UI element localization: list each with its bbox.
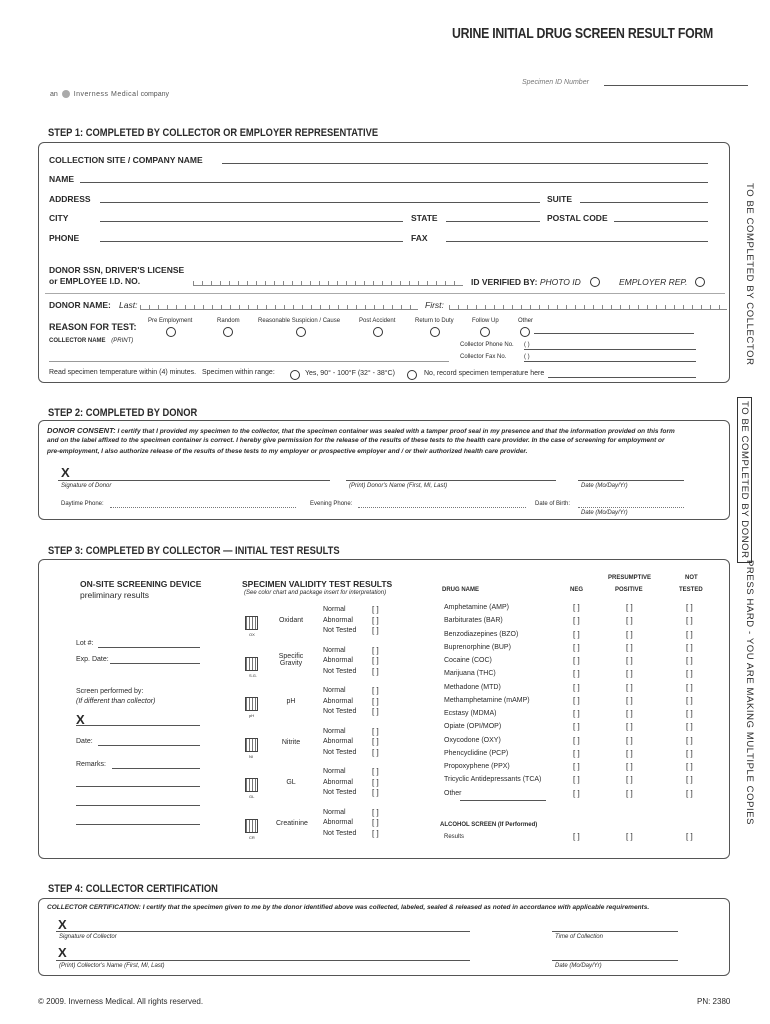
- validity-option-label: Normal: [323, 768, 346, 775]
- validity-option-checkbox[interactable]: [ ]: [372, 666, 379, 676]
- lot-field[interactable]: [98, 647, 200, 648]
- exp-date-field[interactable]: [110, 663, 200, 664]
- drug-positive-checkbox[interactable]: [ ]: [626, 629, 633, 639]
- screen-date-field[interactable]: [98, 745, 200, 746]
- consent-line-1: [47, 426, 675, 435]
- validity-option-label: Not Tested: [323, 667, 357, 675]
- suite-field[interactable]: [580, 202, 708, 203]
- validity-option-label: Not Tested: [323, 708, 357, 715]
- collection-time-field[interactable]: [552, 931, 678, 932]
- drug-not-tested-checkbox[interactable]: [ ]: [686, 656, 693, 665]
- step4-heading: STEP 4: COLLECTOR CERTIFICATION: [48, 883, 218, 895]
- drug-not-tested-checkbox[interactable]: [ ]: [686, 788, 693, 798]
- consent-label: DONOR CONSENT:: [47, 426, 116, 435]
- photo-id-radio[interactable]: [590, 277, 600, 287]
- reason-random-radio[interactable]: [223, 327, 233, 337]
- collector-print-text: (PRINT): [111, 338, 134, 344]
- drug-not-tested-checkbox[interactable]: [ ]: [686, 762, 693, 771]
- step3-heading: STEP 3: COMPLETED BY COLLECTOR — INITIAL TEST RESULTS: [48, 545, 340, 557]
- validity-test-pad-icon: [245, 616, 258, 630]
- specimen-id-field[interactable]: [604, 85, 748, 86]
- validity-option-checkbox[interactable]: [ ]: [372, 737, 379, 746]
- validity-test-pad-icon: [245, 778, 258, 792]
- drug-neg-checkbox[interactable]: [ ]: [573, 775, 580, 785]
- drug-positive-checkbox[interactable]: [ ]: [626, 603, 633, 612]
- validity-test-pad-icon: [245, 697, 258, 711]
- employer-rep-text: EMPLOYER REP.: [619, 277, 688, 287]
- drug-positive-checkbox[interactable]: [ ]: [626, 642, 633, 652]
- reason-follow-up: Follow Up: [472, 318, 499, 324]
- drug-name: Amphetamine (AMP): [444, 604, 509, 611]
- validity-option-checkbox[interactable]: [ ]: [372, 788, 379, 797]
- drug-name: Tricyclic Antidepressants (TCA): [444, 776, 542, 784]
- collector-name-text: COLLECTOR NAME: [49, 338, 106, 344]
- validity-option-checkbox[interactable]: [ ]: [372, 807, 379, 817]
- collector-name-field[interactable]: [49, 361, 449, 362]
- donor-signature-x: X: [61, 465, 70, 480]
- drug-not-tested-checkbox[interactable]: [ ]: [686, 722, 693, 732]
- dob-field[interactable]: [578, 507, 684, 508]
- drug-positive-checkbox[interactable]: [ ]: [626, 775, 633, 785]
- drug-neg-checkbox[interactable]: [ ]: [573, 762, 580, 771]
- validity-test-code: S.G.: [249, 672, 258, 678]
- remarks-field-3[interactable]: [76, 805, 200, 806]
- step1-box: [38, 142, 730, 383]
- validity-option-label: Normal: [323, 606, 346, 613]
- certification-date-label: Date (Mo/Day/Yr): [555, 963, 602, 969]
- drug-name: Buprenorphine (BUP): [444, 643, 511, 651]
- alcohol-title: ALCOHOL SCREEN (If Performed): [440, 822, 538, 828]
- not-tested-header-2: TESTED: [679, 587, 703, 593]
- dob-date-label: Date (Mo/Day/Yr): [581, 510, 628, 516]
- drug-name: Marijuana (THC): [444, 670, 496, 678]
- step2-side-label: TO BE COMPLETED BY DONOR: [737, 397, 752, 563]
- collector-phone-label: Collector Phone No.: [460, 342, 514, 348]
- drug-not-tested-checkbox[interactable]: [ ]: [686, 603, 693, 612]
- validity-option-label: Normal: [323, 687, 346, 694]
- collector-fax-paren: ( ): [524, 354, 530, 360]
- validity-option-label: Abnormal: [323, 616, 353, 624]
- collector-signature-label: Signature of Collector: [59, 934, 117, 940]
- temperature-range-label: Specimen within range:: [202, 369, 275, 376]
- validity-test-name: Oxidant: [278, 617, 304, 624]
- reason-other-field[interactable]: [534, 333, 694, 334]
- drug-not-tested-checkbox[interactable]: [ ]: [686, 629, 693, 639]
- drug-not-tested-checkbox[interactable]: [ ]: [686, 682, 693, 692]
- drug-neg-checkbox[interactable]: [ ]: [573, 709, 580, 718]
- validity-test-name: pH: [286, 698, 296, 705]
- name-field[interactable]: [80, 182, 708, 183]
- drug-not-tested-checkbox[interactable]: [ ]: [686, 616, 693, 626]
- drug-positive-checkbox[interactable]: [ ]: [626, 735, 633, 745]
- evening-phone-field[interactable]: [358, 507, 526, 508]
- temperature-yes-label: Yes, 90° - 100°F (32° - 38°C): [305, 370, 395, 377]
- validity-test-name: Nitrite: [281, 738, 301, 746]
- donor-first-label: First:: [425, 300, 444, 310]
- validity-option-label: Normal: [323, 727, 346, 735]
- validity-option-label: Abnormal: [323, 819, 353, 826]
- dob-label: Date of Birth:: [535, 501, 571, 507]
- screener-signature-field[interactable]: [76, 725, 200, 726]
- drug-name: Oxycodone (OXY): [444, 736, 501, 744]
- collector-signature-x: X: [58, 917, 67, 932]
- alcohol-positive-box[interactable]: [ ]: [626, 832, 633, 841]
- drug-neg-checkbox[interactable]: [ ]: [573, 616, 580, 626]
- step1-side-label: TO BE COMPLETED BY COLLECTOR: [744, 183, 755, 366]
- drug-not-tested-checkbox[interactable]: [ ]: [686, 642, 693, 652]
- drug-not-tested-checkbox[interactable]: [ ]: [686, 695, 693, 705]
- city-field[interactable]: [100, 221, 403, 222]
- drug-name: Opiate (OPI/MOP): [444, 723, 502, 731]
- donor-ssn-field[interactable]: [193, 278, 463, 286]
- daytime-phone-label: Daytime Phone:: [61, 501, 104, 507]
- step2-box: [38, 420, 730, 520]
- drug-not-tested-checkbox[interactable]: [ ]: [686, 775, 693, 785]
- donor-ssn-label-1: DONOR SSN, DRIVER'S LICENSE: [49, 265, 185, 275]
- validity-option-label: Abnormal: [323, 738, 353, 745]
- validity-option-checkbox[interactable]: [ ]: [372, 626, 379, 635]
- remarks-label: Remarks:: [76, 761, 106, 768]
- reason-post-accident: Post Accident: [359, 318, 396, 324]
- id-verified-text: ID VERIFIED BY:: [471, 277, 538, 287]
- reason-post-accident-radio[interactable]: [373, 327, 383, 337]
- drug-positive-checkbox[interactable]: [ ]: [626, 656, 633, 665]
- validity-test-code: OX: [249, 632, 255, 637]
- validity-option-label: Not Tested: [323, 627, 357, 634]
- neg-header: NEG: [570, 587, 584, 593]
- drug-neg-checkbox[interactable]: [ ]: [573, 788, 580, 798]
- collector-print-name-label: (Print) Collector's Name (First, MI, Last): [59, 963, 165, 969]
- logo-name: Inverness Medical: [73, 90, 139, 98]
- donor-last-name-field[interactable]: [140, 302, 418, 310]
- drug-positive-checkbox[interactable]: [ ]: [626, 748, 633, 758]
- screener-signature-x: X: [76, 712, 85, 727]
- validity-option-checkbox[interactable]: [ ]: [372, 828, 379, 838]
- certification-label: COLLECTOR CERTIFICATION:: [47, 904, 141, 911]
- step1-heading: STEP 1: COMPLETED BY COLLECTOR OR EMPLOYER REPRESENTATIVE: [48, 127, 379, 139]
- drug-neg-checkbox[interactable]: [ ]: [573, 695, 580, 705]
- drug-name: Propoxyphene (PPX): [444, 763, 510, 770]
- reason-suspicion: Reasonable Suspicion / Cause: [258, 318, 341, 324]
- donor-last-label: Last:: [119, 300, 138, 310]
- state-field[interactable]: [446, 221, 540, 222]
- temperature-yes-radio[interactable]: [290, 370, 300, 380]
- validity-option-checkbox[interactable]: [ ]: [372, 818, 379, 827]
- collection-time-label: Time of Collection: [555, 934, 603, 940]
- drug-name: Methamphetamine (mAMP): [444, 696, 530, 704]
- form-title: URINE INITIAL DRUG SCREEN RESULT FORM: [452, 25, 714, 42]
- collector-name-label: [49, 338, 133, 344]
- collector-signature-field[interactable]: [56, 931, 470, 932]
- drug-neg-checkbox[interactable]: [ ]: [573, 735, 580, 745]
- temperature-instruction: Read specimen temperature within (4) minutes.: [49, 369, 197, 376]
- reason-return-duty: Return to Duty: [415, 318, 454, 324]
- donor-signature-label: Signature of Donor: [61, 483, 112, 489]
- presumptive-header-2: POSITIVE: [615, 587, 643, 593]
- suite-label: SUITE: [547, 194, 573, 204]
- id-verified-label: [471, 277, 581, 287]
- drug-positive-checkbox[interactable]: [ ]: [626, 722, 633, 732]
- drug-positive-checkbox[interactable]: [ ]: [626, 788, 633, 798]
- validity-option-checkbox[interactable]: [ ]: [372, 726, 379, 736]
- device-title: ON-SITE SCREENING DEVICE: [80, 579, 202, 589]
- screen-performed-sub: (If different than collector): [76, 698, 156, 705]
- collector-phone-paren: ( ): [524, 342, 530, 348]
- collector-fax-field[interactable]: [524, 361, 696, 362]
- drug-name: Barbiturates (BAR): [444, 617, 503, 625]
- drug-not-tested-checkbox[interactable]: [ ]: [686, 735, 693, 745]
- drug-neg-checkbox[interactable]: [ ]: [573, 603, 580, 612]
- donor-signature-field[interactable]: [58, 480, 330, 481]
- donor-first-name-field[interactable]: [449, 302, 727, 310]
- validity-option-checkbox[interactable]: [ ]: [372, 605, 379, 614]
- drug-neg-checkbox[interactable]: [ ]: [573, 748, 580, 758]
- validity-option-checkbox[interactable]: [ ]: [372, 767, 379, 776]
- employer-rep-radio[interactable]: [695, 277, 705, 287]
- fax-label: FAX: [411, 233, 428, 243]
- logo-suffix: company: [140, 90, 169, 98]
- drug-not-tested-checkbox[interactable]: [ ]: [686, 709, 693, 718]
- drug-positive-checkbox[interactable]: [ ]: [626, 695, 633, 705]
- donor-print-name-field[interactable]: [346, 480, 556, 481]
- alcohol-not-tested-box[interactable]: [ ]: [686, 832, 693, 841]
- other-drug-field[interactable]: [460, 800, 546, 801]
- drug-name: Other: [444, 789, 462, 797]
- donor-ssn-label-2: or EMPLOYEE I.D. NO.: [49, 276, 141, 286]
- validity-option-checkbox[interactable]: [ ]: [372, 615, 379, 625]
- temperature-no-label: No, record specimen temperature here: [424, 370, 545, 377]
- reason-pre-employment: Pre Employment: [148, 318, 193, 324]
- screen-date-label: Date:: [76, 738, 93, 745]
- validity-option-checkbox[interactable]: [ ]: [372, 707, 379, 716]
- collector-print-name-field[interactable]: [56, 960, 470, 961]
- consent-line-3: pre-employment, I also authorize release of the results of these tests to my employer or prospective employer and / or their authorized health care provider.: [47, 448, 528, 455]
- drug-neg-checkbox[interactable]: [ ]: [573, 629, 580, 639]
- validity-test-pad-icon: [245, 657, 258, 671]
- drug-name: Phencyclidine (PCP): [444, 749, 509, 757]
- remarks-field-4[interactable]: [76, 824, 200, 825]
- step3-side-label: PRESS HARD - YOU ARE MAKING MULTIPLE COPIES: [744, 560, 755, 826]
- donor-name-label: DONOR NAME:: [49, 300, 111, 310]
- remarks-field-1[interactable]: [112, 768, 200, 769]
- reason-other-radio[interactable]: [520, 327, 530, 337]
- postal-code-field[interactable]: [614, 221, 708, 222]
- validity-option-label: Not Tested: [323, 748, 357, 756]
- validity-test-code: pH: [249, 713, 255, 718]
- drug-name: Methadone (MTD): [444, 683, 501, 691]
- certification-text: [47, 904, 649, 911]
- drug-neg-checkbox[interactable]: [ ]: [573, 682, 580, 692]
- validity-option-label: Abnormal: [323, 657, 353, 664]
- certification-date-field[interactable]: [552, 960, 678, 961]
- validity-option-label: Abnormal: [323, 697, 353, 705]
- drug-name: Cocaine (COC): [444, 657, 492, 664]
- reason-suspicion-radio[interactable]: [296, 327, 306, 337]
- logo-prefix: an: [50, 90, 58, 98]
- validity-test-code: GL: [249, 794, 255, 799]
- validity-option-checkbox[interactable]: [ ]: [372, 645, 379, 655]
- validity-option-label: Normal: [323, 646, 346, 654]
- state-label: STATE: [411, 213, 438, 223]
- separator-line: [45, 293, 725, 294]
- fax-field[interactable]: [446, 241, 708, 242]
- postal-code-label: POSTAL CODE: [547, 213, 608, 223]
- part-number: PN: 2380: [697, 997, 731, 1006]
- drug-positive-checkbox[interactable]: [ ]: [626, 616, 633, 626]
- certification-body: I certify that the specimen given to me by the donor identified above was collected, labeled, sealed & released as noted in accordance with applicable requirements.: [142, 904, 650, 911]
- drug-neg-checkbox[interactable]: [ ]: [573, 669, 580, 679]
- presumptive-header-1: PRESUMPTIVE: [608, 575, 652, 581]
- exp-date-label: Exp. Date:: [76, 656, 109, 663]
- temperature-no-radio[interactable]: [407, 370, 417, 380]
- validity-option-checkbox[interactable]: [ ]: [372, 696, 379, 706]
- collector-fax-label: Collector Fax No.: [460, 354, 507, 360]
- validity-option-checkbox[interactable]: [ ]: [372, 777, 379, 787]
- reason-return-duty-radio[interactable]: [430, 327, 440, 337]
- drug-name: Ecstasy (MDMA): [444, 710, 497, 717]
- evening-phone-label: Evening Phone:: [310, 501, 353, 507]
- photo-id-text: PHOTO ID: [539, 277, 581, 287]
- drug-name-header: DRUG NAME: [442, 587, 479, 593]
- validity-test-name: Specific Gravity: [278, 652, 304, 667]
- device-subtitle: preliminary results: [80, 590, 149, 600]
- validity-subtitle: (See color chart and package insert for interpretation): [244, 590, 387, 596]
- logo-mark-icon: [62, 90, 70, 98]
- drug-name: Benzodiazepines (BZO): [444, 630, 519, 638]
- reason-random: Random: [217, 318, 240, 324]
- validity-option-checkbox[interactable]: [ ]: [372, 747, 379, 757]
- phone-label: PHONE: [49, 233, 80, 243]
- name-label: NAME: [49, 174, 75, 184]
- drug-neg-checkbox[interactable]: [ ]: [573, 656, 580, 665]
- validity-option-label: Normal: [323, 808, 346, 816]
- temperature-field[interactable]: [548, 377, 696, 378]
- drug-positive-checkbox[interactable]: [ ]: [626, 709, 633, 718]
- alcohol-neg-box[interactable]: [ ]: [573, 832, 580, 841]
- validity-test-name: GL: [286, 779, 296, 786]
- reason-other: Other: [518, 318, 534, 324]
- donor-print-name-label: (Print) Donor's Name (First, MI, Last): [349, 483, 448, 489]
- validity-test-pad-icon: [245, 819, 258, 833]
- consent-text-1: I certify that I provided my specimen to the collector, that the specimen container was sealed with a tamper proof seal in my presence and that the information provided on this form: [117, 428, 675, 435]
- validity-option-label: Not Tested: [323, 789, 357, 796]
- drug-neg-checkbox[interactable]: [ ]: [573, 722, 580, 732]
- validity-option-checkbox[interactable]: [ ]: [372, 686, 379, 695]
- alcohol-results-label: Results: [444, 834, 465, 840]
- reason-pre-employment-radio[interactable]: [166, 327, 176, 337]
- screen-performed-label: Screen performed by:: [76, 688, 144, 695]
- validity-option-label: Abnormal: [323, 778, 353, 786]
- drug-positive-checkbox[interactable]: [ ]: [626, 762, 633, 771]
- validity-option-checkbox[interactable]: [ ]: [372, 656, 379, 665]
- reason-label: REASON FOR TEST:: [49, 322, 137, 332]
- drug-not-tested-checkbox[interactable]: [ ]: [686, 669, 693, 679]
- collector-phone-field[interactable]: [524, 349, 696, 350]
- address-field[interactable]: [100, 202, 540, 203]
- daytime-phone-field[interactable]: [110, 507, 296, 508]
- lot-label: Lot #:: [76, 640, 94, 647]
- phone-field[interactable]: [100, 241, 403, 242]
- collector-print-x: X: [58, 945, 67, 960]
- consent-line-2: and on the label affixed to the specimen container is correct. I hereby give permission for the release of the results of these tests to the health care provider. In the case of screening for employment or: [47, 437, 665, 444]
- drug-positive-checkbox[interactable]: [ ]: [626, 682, 633, 692]
- validity-title: SPECIMEN VALIDITY TEST RESULTS: [242, 579, 393, 589]
- step2-heading: STEP 2: COMPLETED BY DONOR: [48, 407, 198, 419]
- city-label: CITY: [49, 213, 69, 223]
- donor-date-field[interactable]: [578, 480, 684, 481]
- validity-test-code: CR: [249, 834, 255, 840]
- validity-test-code: NI: [249, 753, 253, 759]
- validity-option-label: Not Tested: [323, 829, 357, 837]
- remarks-field-2[interactable]: [76, 786, 200, 787]
- validity-test-pad-icon: [245, 738, 258, 752]
- donor-date-label: Date (Mo/Day/Yr): [581, 483, 628, 489]
- logo: [50, 90, 169, 98]
- reason-follow-up-radio[interactable]: [480, 327, 490, 337]
- drug-neg-checkbox[interactable]: [ ]: [573, 642, 580, 652]
- validity-test-name: Creatinine: [276, 819, 308, 827]
- drug-positive-checkbox[interactable]: [ ]: [626, 669, 633, 679]
- copyright: © 2009. Inverness Medical. All rights reserved.: [38, 997, 204, 1006]
- drug-not-tested-checkbox[interactable]: [ ]: [686, 748, 693, 758]
- collection-site-label: COLLECTION SITE / COMPANY NAME: [49, 155, 203, 165]
- specimen-id-label: Specimen ID Number: [522, 79, 589, 86]
- collection-site-field[interactable]: [222, 163, 708, 164]
- not-tested-header-1: NOT: [685, 575, 698, 581]
- address-label: ADDRESS: [49, 194, 91, 204]
